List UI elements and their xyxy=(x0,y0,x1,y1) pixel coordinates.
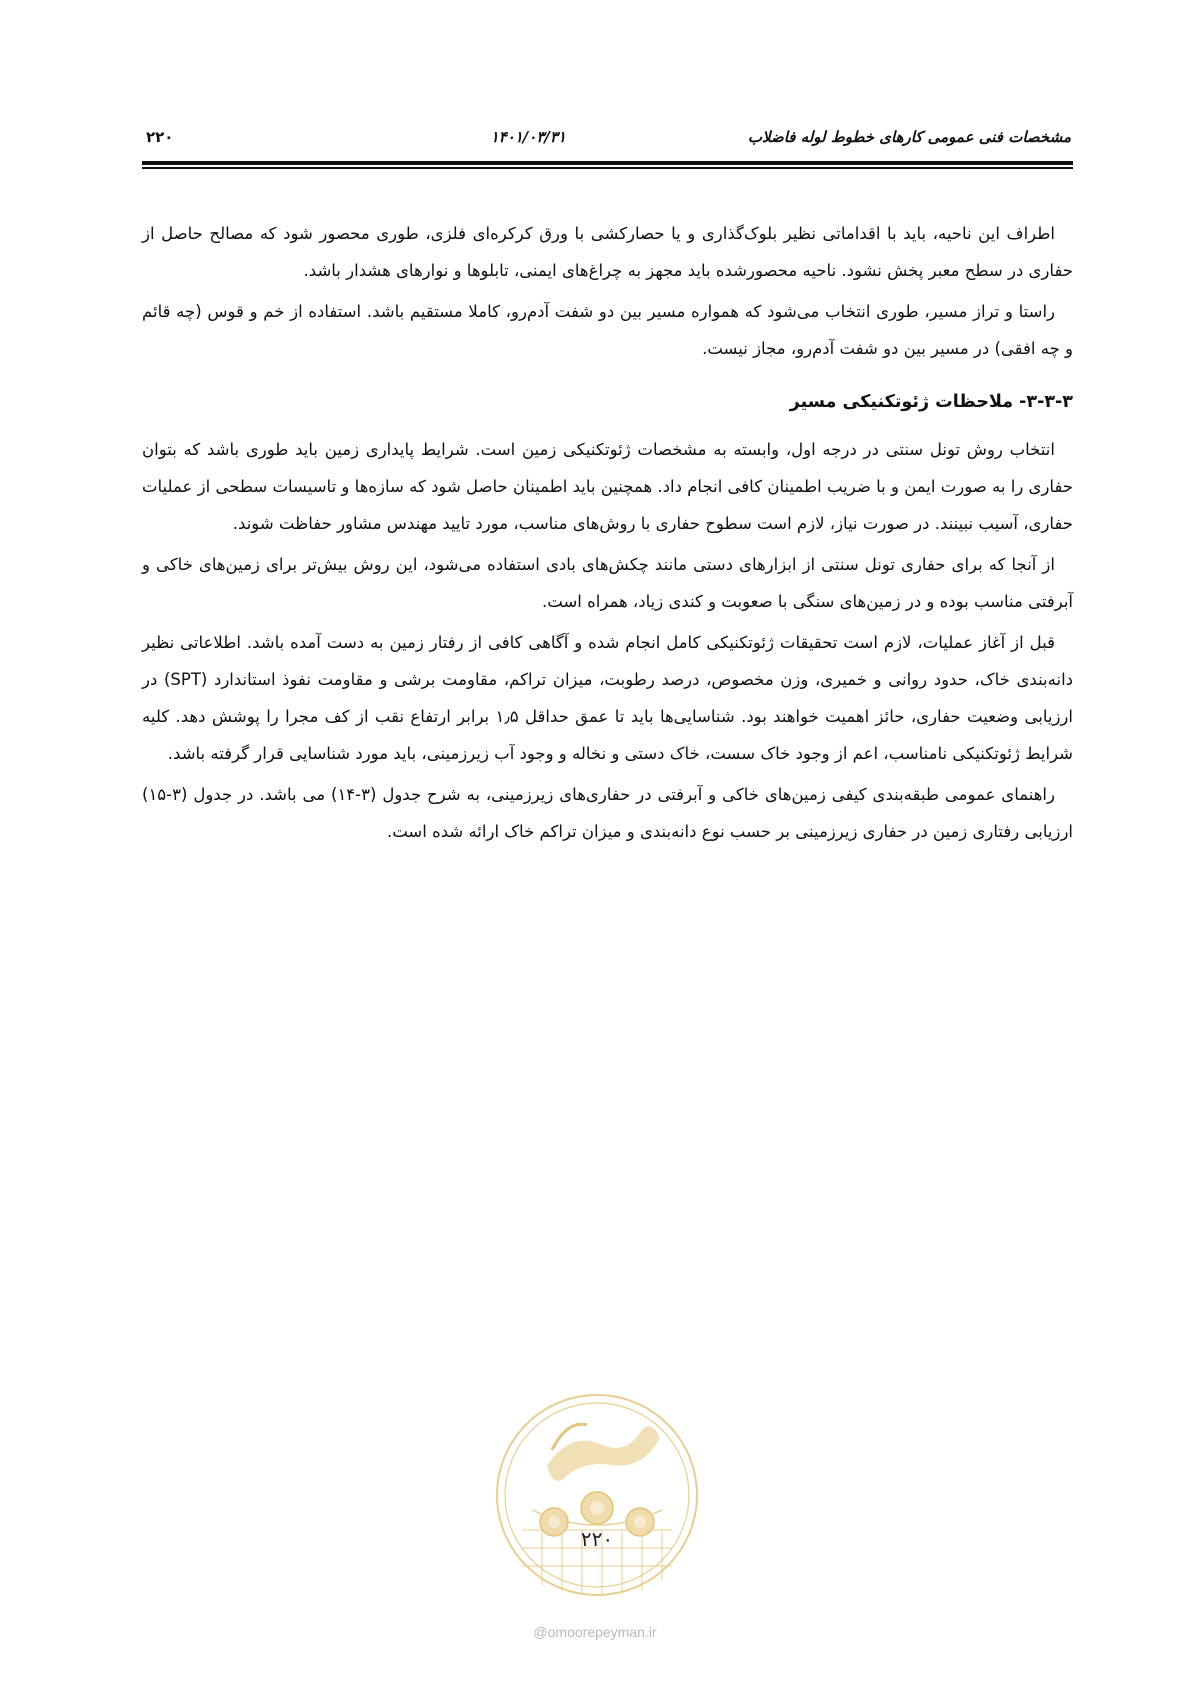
page-body xyxy=(142,215,1073,854)
page-header xyxy=(146,128,1071,152)
paragraph: قبل از آغاز عملیات، لازم است تحقیقات ژئوتکنیکی کامل انجام شده و آگاهی کافی از رفتار زمین به دست آمده باشد. اطلاعاتی نظیر دانه‌بندی خاک، حدود روانی و خمیری، وزن مخصوص، درصد رطوبت، میزان تراکم، مقاومت برشی و مقاومت نفوذ استاندارد (SPT) در ارزیابی وضعیت حفاری، حائز اهمیت خواهند بود. شناسایی‌ها باید تا عمق حداقل ۱٫۵ برابر ارتفاع نقب از کف مجرا را پوشش دهد. کلیه شرایط ژئوتکنیکی نامناسب، اعم از وجود خاک سست، خاک دستی و نخاله و وجود آب زیرزمینی، باید مورد شناسایی قرار گرفته باشد. xyxy=(142,633,1074,763)
watermark-seal-logo xyxy=(492,1390,702,1600)
document-title: مشخصات فنی عمومی کارهای خطوط لوله فاضلاب xyxy=(747,128,1071,146)
paragraph: انتخاب روش تونل سنتی در درجه اول، وابسته به مشخصات ژئوتکنیکی زمین است. شرایط پایداری زمین باید طوری باشد که بتوان حفاری را به صورت ایمن و با ضریب اطمینان کافی انجام داد. همچنین باید اطمینان حاصل شود که سازه‌ها و تاسیسات سطحی از عملیات حفاری، آسیب نبینند. در صورت نیاز، لازم است سطوح حفاری با روش‌های مناسب، مورد تایید مهندس مشاور حفاظت شوند. xyxy=(142,440,1073,533)
footer-website: @omoorepeyman.ir xyxy=(533,1624,657,1640)
seal-page-number: ۲۲۰ xyxy=(580,1527,614,1551)
paragraph: راستا و تراز مسیر، طوری انتخاب می‌شود که همواره مسیر بین دو شفت آدم‌رو، کاملا مستقیم باشد. استفاده از خم و قوس (چه قائم و چه افقی) در مسیر بین دو شفت آدم‌رو، مجاز نیست. xyxy=(142,302,1073,358)
paragraph: راهنمای عمومی طبقه‌بندی کیفی زمین‌های خاکی و آبرفتی در حفاری‌های زیرزمینی، به شرح جدول (۳-۱۴) می باشد. در جدول (۳-۱۵) ارزیابی رفتاری زمین در حفاری زیرزمینی بر حسب نوع دانه‌بندی و میزان تراکم خاک ارائه شده است. xyxy=(142,785,1073,841)
header-rule-thin xyxy=(142,167,1073,169)
section-heading: ۳-۳-۳- ملاحظات ژئوتکنیکی مسیر xyxy=(789,392,1073,412)
document-date: ۱۴۰۱/۰۳/۳۱ xyxy=(490,128,566,146)
header-rule-thick xyxy=(142,161,1073,165)
header-page-number: ۲۲۰ xyxy=(146,128,174,146)
paragraph: از آنجا که برای حفاری تونل سنتی از ابزارهای دستی مانند چکش‌های بادی استفاده می‌شود، این روش بیش‌تر برای زمین‌های خاکی و آبرفتی مناسب بوده و در زمین‌های سنگی با صعوبت و کندی زیاد، همراه است. xyxy=(142,555,1073,611)
paragraph: اطراف این ناحیه، باید با اقداماتی نظیر بلوک‌گذاری و یا حصارکشی با ورق کرکره‌ای فلزی، طوری محصور شود که مصالح حاصل از حفاری در سطح معبر پخش نشود. ناحیه محصورشده باید مجهز به چراغ‌های ایمنی، تابلوها و نوارهای هشدار باشد. xyxy=(142,224,1073,280)
